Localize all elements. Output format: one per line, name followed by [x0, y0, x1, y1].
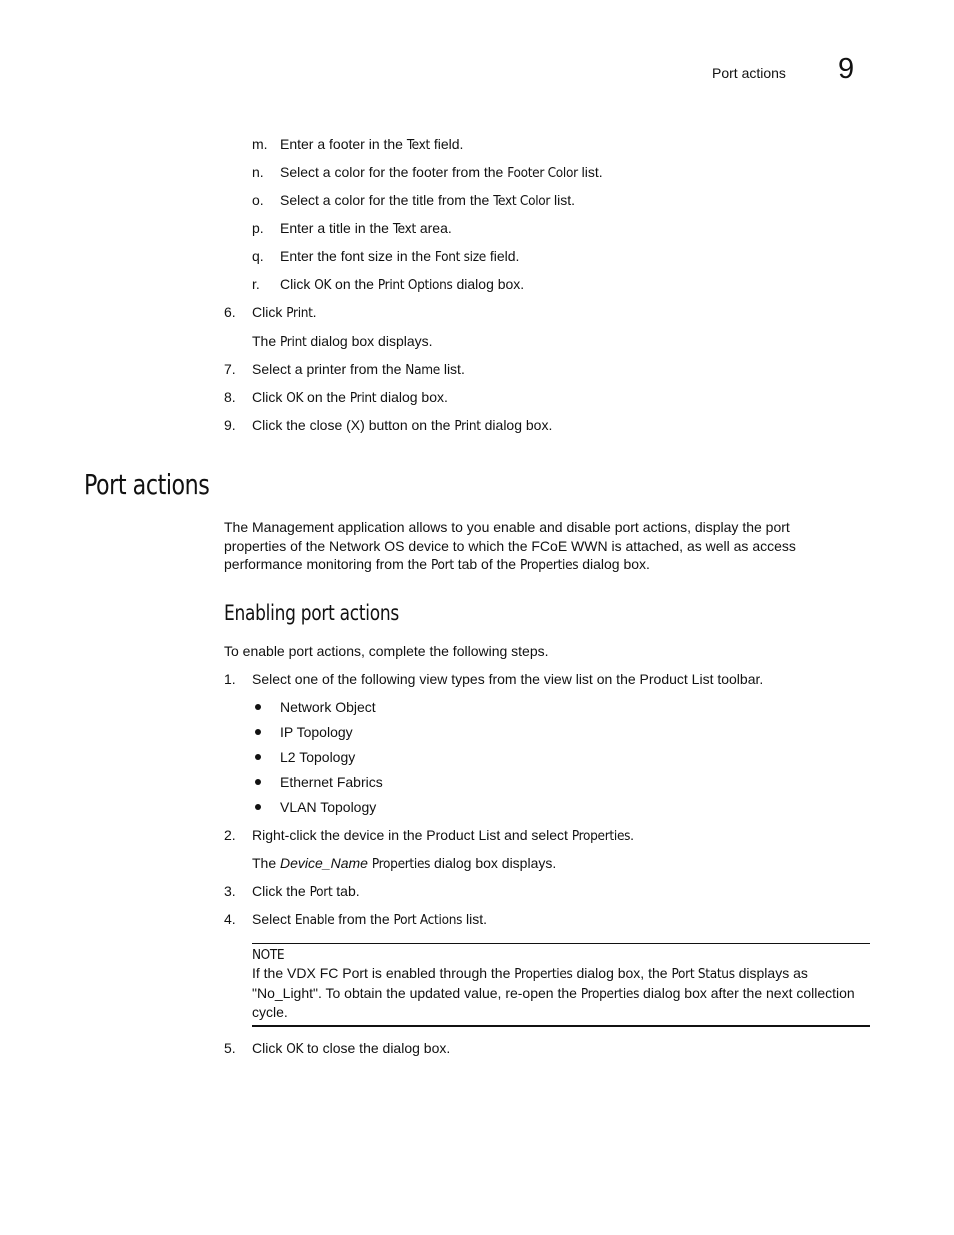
note-title: NOTE [252, 947, 285, 963]
text-run: Click [252, 389, 287, 405]
bullet-item: IP Topology [280, 724, 353, 740]
step-number: m. [252, 136, 268, 152]
ui-term: Print Options [377, 277, 453, 293]
step-number: 4. [224, 911, 236, 927]
text-run: tab. [332, 883, 360, 899]
text-run: . [312, 304, 317, 320]
text-run: The [252, 333, 281, 349]
text-run: on the [303, 389, 350, 405]
bullet-dot [255, 729, 261, 735]
text-run: Click [252, 1040, 287, 1056]
text-run: dialog box displays. [430, 855, 557, 871]
ui-term: OK [286, 390, 304, 406]
text-run: Select [252, 911, 295, 927]
step-text [280, 275, 524, 294]
step-text [252, 882, 360, 901]
step-text [252, 303, 317, 322]
ui-term: Print [349, 390, 377, 406]
running-header-section: Port actions [712, 65, 786, 81]
ui-term: Properties [580, 985, 640, 1002]
text-run: list. [577, 164, 603, 180]
section-intro-paragraph [224, 518, 834, 575]
note-top-rule [252, 943, 870, 944]
text-run: Click the close (X) button on the [252, 417, 455, 433]
ui-term: Text [392, 221, 416, 237]
text-run: . [630, 827, 635, 843]
text-run: Enter the font size in the [280, 248, 435, 264]
text-run: The Management application allows to you enable and disable port actions, display the port properties of the Network OS device to which the FCoE WWN is attached, as well as access performance monitoring from the [224, 519, 796, 572]
text-run: dialog box. [480, 417, 553, 433]
ui-term: Text [406, 137, 430, 153]
chapter-number: 9 [838, 53, 855, 85]
ui-term: Print [454, 418, 481, 434]
subsection-intro: To enable port actions, complete the following steps. [224, 643, 549, 659]
text-run: list. [462, 911, 488, 927]
ui-term: Properties [571, 828, 631, 844]
step-text [252, 1039, 450, 1058]
text-run: to close the dialog box. [303, 1040, 451, 1056]
ui-term: Port [430, 557, 454, 573]
ui-term: Print [286, 305, 313, 321]
step-number: o. [252, 192, 264, 208]
step-text [280, 219, 452, 238]
ui-term: OK [314, 277, 332, 293]
text-run: dialog box displays. [306, 333, 433, 349]
ui-term: Footer Color [507, 165, 578, 181]
step-text [252, 360, 465, 379]
step-number: 2. [224, 827, 236, 843]
note-bottom-rule [252, 1025, 870, 1027]
text-run: Select a color for the title from the [280, 192, 494, 208]
bullet-item: L2 Topology [280, 749, 356, 765]
ui-term: Port Actions [393, 912, 463, 928]
text-run: Click [252, 304, 287, 320]
step-number: r. [252, 276, 260, 292]
ui-term: Properties [514, 966, 573, 982]
text-run: area. [415, 220, 452, 236]
text-run: tab of the [453, 556, 520, 572]
step-text [252, 416, 552, 435]
section-heading: Port actions [84, 468, 210, 501]
ui-term: Enable [294, 912, 335, 928]
step-number: 7. [224, 361, 236, 377]
bullet-item: Network Object [280, 699, 376, 715]
text-run: Select a color for the footer from the [280, 164, 508, 180]
bullet-item: Ethernet Fabrics [280, 774, 383, 790]
bullet-dot [255, 704, 261, 710]
text-run: list. [439, 361, 465, 377]
ui-term: Port [309, 884, 333, 900]
step-number: n. [252, 164, 264, 180]
subsection-heading: Enabling port actions [224, 601, 399, 625]
text-run: Select a printer from the [252, 361, 406, 377]
ui-term: Print [280, 334, 307, 350]
bullet-dot [255, 754, 261, 760]
text-run: dialog box. [578, 556, 650, 572]
text-run: field. [485, 248, 520, 264]
text-run: dialog box. [376, 389, 448, 405]
text-run: Enter a title in the [280, 220, 393, 236]
text-run: Click the [252, 883, 310, 899]
step-result-text [252, 854, 556, 873]
ui-term: Port Status [671, 966, 735, 982]
step-number: p. [252, 220, 264, 236]
bullet-item: VLAN Topology [280, 799, 377, 815]
text-run: If the VDX FC Port is enabled through the [252, 965, 515, 981]
bullet-dot [255, 779, 261, 785]
step-number: 6. [224, 304, 236, 320]
step-result-text [252, 332, 433, 351]
ui-term: Name [405, 362, 440, 378]
ui-term: Properties [371, 856, 431, 872]
ui-term: OK [286, 1041, 304, 1057]
text-run: Right-click the device in the Product List and select [252, 827, 572, 843]
text-run: The [252, 855, 281, 871]
step-number: 9. [224, 417, 236, 433]
ui-term: Properties [519, 557, 579, 573]
text-run: Enter a footer in the [280, 136, 407, 152]
step-text [280, 135, 463, 154]
step-text [280, 191, 575, 210]
step-text [280, 163, 603, 182]
text-run: dialog box, the [572, 965, 672, 981]
step-text [252, 388, 448, 407]
step-number: 5. [224, 1040, 236, 1056]
text-run: dialog box. [452, 276, 525, 292]
step-number: q. [252, 248, 264, 264]
text-run: Click [280, 276, 315, 292]
text-run: displays as "No_Light". To obtain the updated value, re-open the [252, 965, 808, 1001]
text-run: list. [550, 192, 575, 208]
step-text: Select one of the following view types from the view list on the Product List toolbar. [252, 671, 764, 687]
step-text [252, 910, 487, 929]
step-number: 3. [224, 883, 236, 899]
text-run: field. [429, 136, 464, 152]
step-number: 8. [224, 389, 236, 405]
variable-term: Device_Name [280, 855, 368, 871]
step-text [252, 826, 634, 845]
bullet-dot [255, 804, 261, 810]
step-number: 1. [224, 671, 236, 687]
ui-term: Font size [434, 249, 486, 265]
text-run: from the [334, 911, 394, 927]
text-run: on the [331, 276, 378, 292]
step-text [280, 247, 519, 266]
note-body [252, 964, 857, 1022]
ui-term: Text Color [493, 193, 551, 209]
text-run: dialog box after the next collection cycle. [252, 984, 855, 1020]
